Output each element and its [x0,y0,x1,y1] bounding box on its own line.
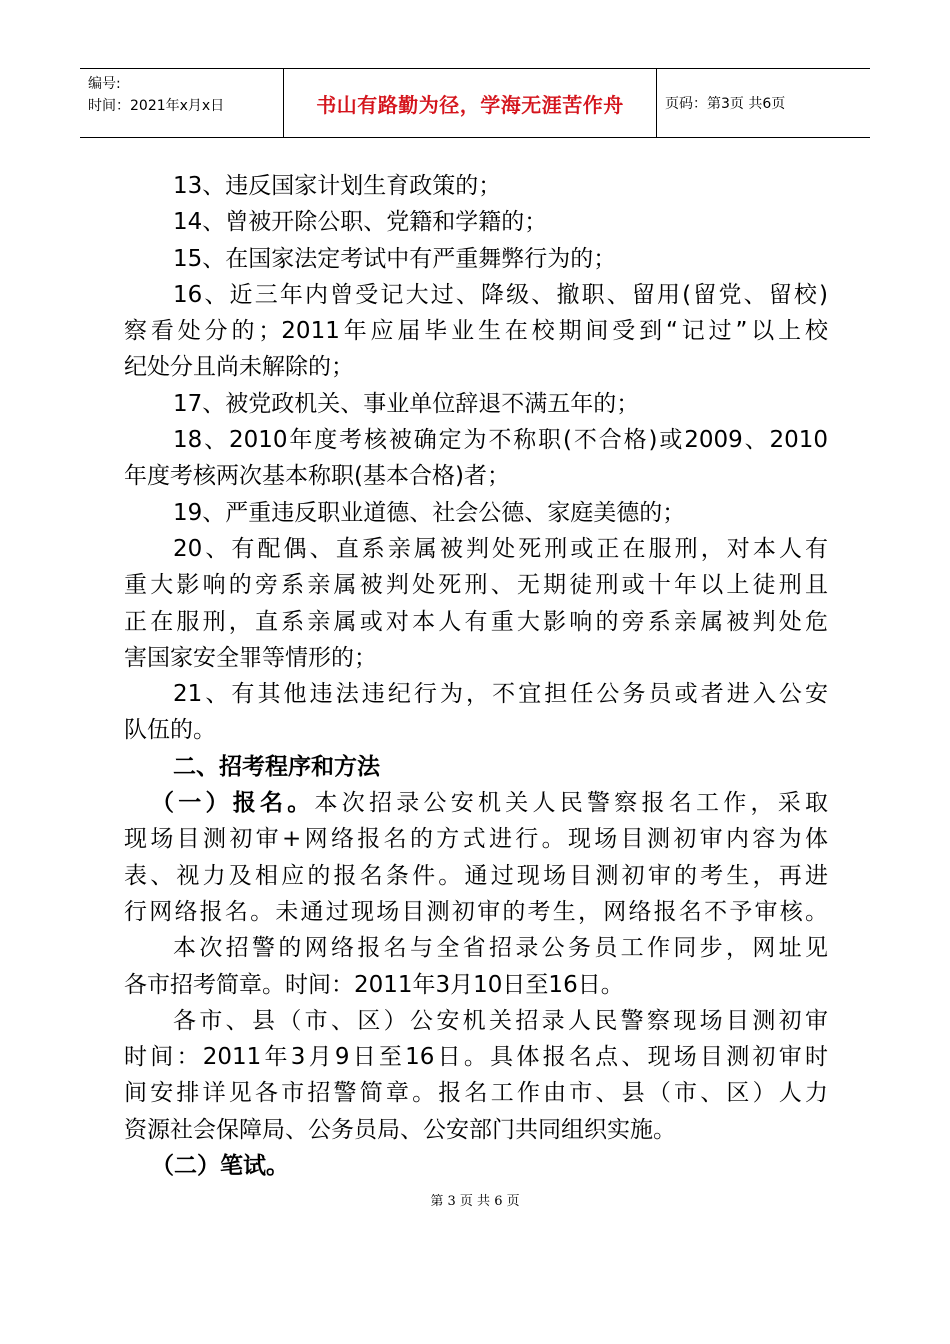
body-line: 14、曾被开除公职、党籍和学籍的； [173,209,548,236]
section-heading: 二、招考程序和方法 [173,753,380,780]
page-footer: 第 3 页 共 6 页 [430,1194,520,1209]
header-page-label: 页码：第3页 共6页 [665,96,786,112]
body-line: 各市、县（市、区）公安机关招录人民警察现场目测初审 [173,1007,828,1034]
body-line: 行网络报名。未通过现场目测初审的考生，网络报名不予审核。 [124,898,828,925]
subsection-heading: （二）笔试。 [151,1153,289,1180]
body-line: 13、违反国家计划生育政策的； [173,173,502,199]
body-line: 19、严重违反职业道德、社会公德、家庭美德的； [173,499,686,526]
body-line-text: 本次招录公安机关人民警察报名工作，采取 [314,790,828,817]
body-line: 16、近三年内曾受记大过、降级、撤职、留用(留党、留校) [173,281,828,308]
body-line: 本次招警的网络报名与全省招录公务员工作同步，网址见 [173,935,828,962]
time-label: 时间：2021年x月x日 [88,98,225,114]
body-line: 队伍的。 [124,717,216,744]
body-line: 重大影响的旁系亲属被判处死刑、无期徒刑或十年以上徒刑且 [124,572,828,599]
body-line: 现场目测初审+网络报名的方式进行。现场目测初审内容为体 [124,826,828,853]
body-line: 年度考核两次基本称职(基本合格)者； [124,463,510,490]
body-line: 15、在国家法定考试中有严重舞弊行为的； [173,245,617,272]
header-motto: 书山有路勤为径，学海无涯苦作舟 [284,69,657,137]
subsection-heading: （一）报名。 [151,790,315,817]
body-line: 表、视力及相应的报名条件。通过现场目测初审的考生，再进 [124,862,828,889]
body-line: 时间：2011年3月9日至16日。具体报名点、现场目测初审时 [124,1044,828,1071]
body-line: 害国家安全罪等情形的； [124,644,377,671]
body-line: 17、被党政机关、事业单位辞退不满五年的； [173,390,640,417]
body-line: 察看处分的；2011年应届毕业生在校期间受到“记过”以上校 [124,318,828,345]
serial-label: 编号: [88,76,121,92]
body-line: 资源社会保障局、公务员局、公安部门共同组织实施。 [124,1116,676,1143]
body-line: 21、有其他违法违纪行为，不宜担任公务员或者进入公安 [173,681,828,708]
body-line: 纪处分且尚未解除的； [124,354,354,381]
page-header [80,68,870,138]
body-line: 间安排详见各市招警简章。报名工作由市、县（市、区）人力 [124,1080,828,1107]
body-line: 20、有配偶、直系亲属被判处死刑或正在服刑，对本人有 [173,535,828,562]
body-line: 正在服刑，直系亲属或对本人有重大影响的旁系亲属被判处危 [124,608,828,635]
body-line [124,785,828,821]
document-body [124,168,828,1184]
body-line: 各市招考简章。时间：2011年3月10日至16日。 [124,971,624,998]
header-meta [80,69,284,137]
body-line: 18、2010年度考核被确定为不称职(不合格)或2009、2010 [173,427,828,454]
